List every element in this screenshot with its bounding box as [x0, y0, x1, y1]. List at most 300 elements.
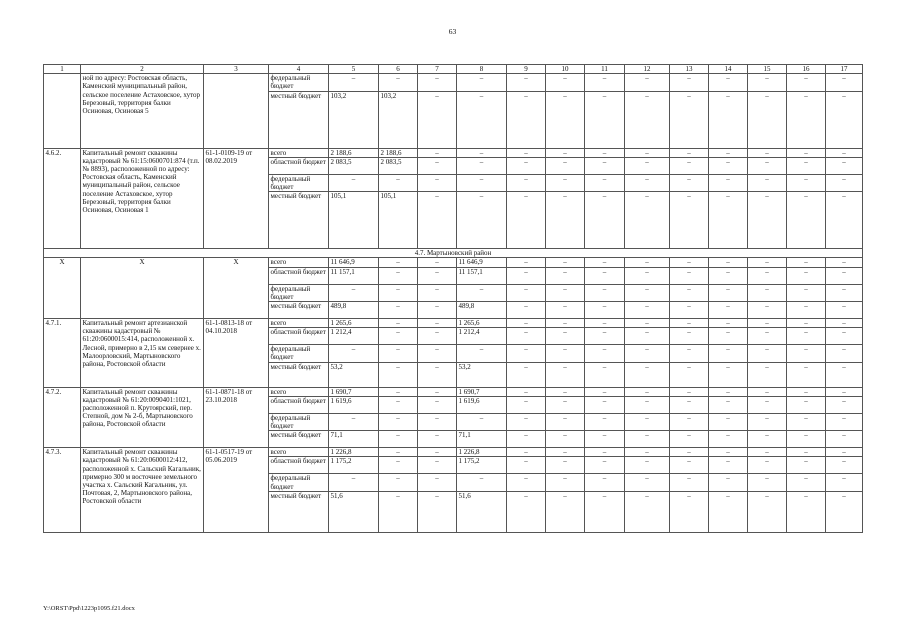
value-cell: – — [507, 157, 546, 174]
value-cell: – — [625, 157, 670, 174]
value-cell: – — [457, 157, 507, 174]
column-number: 1 — [44, 65, 81, 74]
value-cell: – — [379, 396, 418, 413]
value-cell: – — [748, 448, 787, 457]
value-cell: – — [379, 457, 418, 474]
funding-source: местный бюджет — [269, 192, 329, 249]
value-cell: – — [748, 284, 787, 301]
value-cell: – — [670, 157, 709, 174]
value-cell: – — [507, 74, 546, 91]
funding-source: местный бюджет — [269, 302, 329, 319]
value-cell: – — [625, 396, 670, 413]
value-cell: – — [709, 431, 748, 448]
value-cell: – — [329, 74, 379, 91]
value-cell: 2 188,6 — [329, 148, 379, 157]
value-cell: – — [709, 91, 748, 148]
table-row — [44, 148, 863, 157]
value-cell: – — [585, 258, 625, 267]
value-cell: – — [826, 148, 863, 157]
value-cell: – — [670, 328, 709, 345]
value-cell: – — [457, 345, 507, 362]
value-cell: – — [625, 258, 670, 267]
value-cell: – — [748, 302, 787, 319]
value-cell: – — [826, 345, 863, 362]
value-cell: – — [787, 157, 826, 174]
value-cell: – — [709, 192, 748, 249]
value-cell: – — [507, 362, 546, 387]
item-code: 4.7.2. — [44, 387, 81, 448]
value-cell: – — [748, 474, 787, 491]
column-number: 3 — [204, 65, 269, 74]
value-cell: – — [826, 387, 863, 396]
value-cell: – — [585, 74, 625, 91]
value-cell: – — [546, 431, 585, 448]
value-cell: – — [670, 319, 709, 328]
funding-source: федеральный бюджет — [269, 74, 329, 91]
value-cell: – — [418, 396, 457, 413]
value-cell: – — [507, 174, 546, 191]
value-cell: – — [748, 258, 787, 267]
value-cell: – — [418, 413, 457, 430]
value-cell: – — [625, 267, 670, 284]
value-cell: – — [670, 148, 709, 157]
value-cell: – — [826, 448, 863, 457]
value-cell: – — [507, 192, 546, 249]
value-cell: – — [457, 192, 507, 249]
value-cell: – — [787, 474, 826, 491]
value-cell: – — [748, 267, 787, 284]
value-cell: – — [787, 74, 826, 91]
value-cell: – — [546, 192, 585, 249]
value-cell: – — [625, 192, 670, 249]
value-cell: – — [507, 448, 546, 457]
value-cell: – — [546, 74, 585, 91]
value-cell: – — [826, 174, 863, 191]
item-name: Капитальный ремонт артезианской скважины кадастровый № 61:20:0600015:414, расположенной х. Лесной, примерно в 2,15 км севернее х. Малоорловский, Мартыновского района, Ростовской области — [81, 319, 204, 388]
value-cell: – — [546, 319, 585, 328]
value-cell: – — [670, 284, 709, 301]
value-cell: 53,2 — [329, 362, 379, 387]
column-number: 9 — [507, 65, 546, 74]
value-cell: – — [329, 284, 379, 301]
value-cell: – — [418, 457, 457, 474]
value-cell: – — [546, 362, 585, 387]
value-cell: – — [418, 431, 457, 448]
value-cell: – — [585, 328, 625, 345]
value-cell: – — [826, 431, 863, 448]
value-cell: – — [418, 174, 457, 191]
value-cell: – — [507, 413, 546, 430]
value-cell: 2 083,5 — [329, 157, 379, 174]
value-cell: – — [507, 345, 546, 362]
budget-table — [43, 64, 863, 533]
value-cell: – — [625, 448, 670, 457]
value-cell: – — [418, 258, 457, 267]
column-number: 6 — [379, 65, 418, 74]
value-cell: – — [826, 457, 863, 474]
value-cell: – — [585, 302, 625, 319]
value-cell: – — [546, 91, 585, 148]
value-cell: – — [546, 457, 585, 474]
value-cell: – — [787, 328, 826, 345]
value-cell: – — [670, 387, 709, 396]
funding-source: всего — [269, 448, 329, 457]
value-cell: – — [670, 302, 709, 319]
value-cell: – — [709, 474, 748, 491]
table-row — [44, 387, 863, 396]
value-cell: – — [709, 448, 748, 457]
funding-source: всего — [269, 387, 329, 396]
value-cell: – — [670, 174, 709, 191]
value-cell: – — [625, 91, 670, 148]
item-code: 4.7.3. — [44, 448, 81, 533]
value-cell: – — [826, 267, 863, 284]
table-row — [44, 258, 863, 267]
value-cell: – — [826, 192, 863, 249]
value-cell: 1 175,2 — [329, 457, 379, 474]
permit-document: 61-1-0813-18 от 04.10.2018 — [204, 319, 269, 388]
value-cell: – — [748, 345, 787, 362]
value-cell: – — [418, 74, 457, 91]
value-cell: – — [457, 284, 507, 301]
value-cell: – — [507, 491, 546, 532]
value-cell: – — [625, 174, 670, 191]
value-cell: – — [709, 413, 748, 430]
value-cell: – — [457, 413, 507, 430]
column-number: 15 — [748, 65, 787, 74]
column-number: 12 — [625, 65, 670, 74]
value-cell: – — [625, 431, 670, 448]
value-cell: – — [787, 345, 826, 362]
value-cell: – — [379, 258, 418, 267]
item-name: ной по адресу: Ростовская область, Каменский муниципальный район, сельское поселение Астаховское, хутор Березовый, территория балки Осиновая, Осиновая 5 — [81, 74, 204, 148]
column-number: 2 — [81, 65, 204, 74]
value-cell: – — [329, 174, 379, 191]
value-cell: – — [748, 157, 787, 174]
value-cell: – — [546, 328, 585, 345]
value-cell: – — [709, 457, 748, 474]
value-cell: – — [418, 192, 457, 249]
value-cell: – — [379, 362, 418, 387]
value-cell: – — [457, 91, 507, 148]
value-cell: – — [585, 157, 625, 174]
value-cell: – — [670, 491, 709, 532]
section-title: 4.7. Мартыновский район — [44, 249, 863, 258]
value-cell: – — [709, 387, 748, 396]
value-cell: – — [709, 491, 748, 532]
value-cell: – — [585, 387, 625, 396]
funding-source: всего — [269, 319, 329, 328]
value-cell: 71,1 — [329, 431, 379, 448]
value-cell: – — [748, 457, 787, 474]
value-cell: – — [379, 431, 418, 448]
value-cell: – — [748, 387, 787, 396]
value-cell: – — [379, 345, 418, 362]
value-cell: – — [379, 74, 418, 91]
value-cell: – — [585, 491, 625, 532]
value-cell: – — [625, 474, 670, 491]
value-cell: – — [418, 91, 457, 148]
value-cell: – — [379, 491, 418, 532]
value-cell: – — [670, 396, 709, 413]
column-number: 4 — [269, 65, 329, 74]
value-cell: – — [826, 319, 863, 328]
value-cell: 1 226,8 — [329, 448, 379, 457]
value-cell: 71,1 — [457, 431, 507, 448]
value-cell: – — [507, 474, 546, 491]
value-cell: – — [546, 387, 585, 396]
value-cell: – — [826, 362, 863, 387]
value-cell: – — [379, 267, 418, 284]
value-cell: – — [787, 448, 826, 457]
value-cell: – — [748, 328, 787, 345]
value-cell: – — [507, 319, 546, 328]
value-cell: – — [826, 284, 863, 301]
file-path-footer: Y:\ORST\Ppd\1223p1095.f21.docx — [43, 605, 135, 612]
value-cell: – — [546, 174, 585, 191]
value-cell: – — [585, 362, 625, 387]
value-cell: 1 212,4 — [457, 328, 507, 345]
value-cell: – — [709, 174, 748, 191]
value-cell: – — [670, 345, 709, 362]
value-cell: – — [507, 387, 546, 396]
value-cell: – — [457, 74, 507, 91]
funding-source: областной бюджет — [269, 457, 329, 474]
permit-document: 61-1-0517-19 от 05.06.2019 — [204, 448, 269, 533]
value-cell: – — [546, 148, 585, 157]
value-cell: – — [670, 457, 709, 474]
value-cell: – — [670, 192, 709, 249]
value-cell: – — [826, 491, 863, 532]
value-cell: 51,6 — [457, 491, 507, 532]
item-code — [44, 74, 81, 148]
value-cell: – — [546, 474, 585, 491]
value-cell: – — [585, 413, 625, 430]
funding-source: местный бюджет — [269, 362, 329, 387]
value-cell: – — [709, 258, 748, 267]
value-cell: – — [709, 319, 748, 328]
value-cell: – — [546, 491, 585, 532]
value-cell: – — [585, 457, 625, 474]
value-cell: – — [418, 345, 457, 362]
value-cell: – — [670, 413, 709, 430]
value-cell: – — [748, 491, 787, 532]
value-cell: – — [585, 396, 625, 413]
value-cell: 103,2 — [379, 91, 418, 148]
funding-source: федеральный бюджет — [269, 474, 329, 491]
value-cell: – — [625, 284, 670, 301]
value-cell: – — [748, 174, 787, 191]
column-number: 8 — [457, 65, 507, 74]
value-cell: – — [546, 258, 585, 267]
value-cell: – — [585, 431, 625, 448]
value-cell: – — [709, 396, 748, 413]
column-number: 14 — [709, 65, 748, 74]
funding-source: всего — [269, 148, 329, 157]
value-cell: – — [826, 157, 863, 174]
value-cell: – — [787, 267, 826, 284]
value-cell: – — [379, 319, 418, 328]
value-cell: – — [787, 302, 826, 319]
funding-source: областной бюджет — [269, 157, 329, 174]
value-cell: 2 083,5 — [379, 157, 418, 174]
value-cell: – — [709, 362, 748, 387]
value-cell: – — [625, 345, 670, 362]
value-cell: – — [546, 157, 585, 174]
value-cell: – — [787, 396, 826, 413]
value-cell: – — [418, 362, 457, 387]
value-cell: – — [625, 457, 670, 474]
value-cell: – — [546, 448, 585, 457]
value-cell: – — [418, 302, 457, 319]
funding-source: местный бюджет — [269, 431, 329, 448]
value-cell: – — [748, 431, 787, 448]
value-cell: – — [418, 284, 457, 301]
value-cell: – — [748, 192, 787, 249]
value-cell: – — [379, 302, 418, 319]
value-cell: – — [787, 319, 826, 328]
value-cell: – — [670, 362, 709, 387]
value-cell: 11 157,1 — [329, 267, 379, 284]
funding-source: всего — [269, 258, 329, 267]
value-cell: – — [748, 148, 787, 157]
value-cell: – — [625, 319, 670, 328]
item-name: Капитальный ремонт скважины кадастровый № 61:15:0600701:874 (т.п. № 8893), расположенной по адресу: Ростовская область, Каменский муниципальный район, сельское поселение Астаховское, хутор Березовый, территория балки Осиновая, Осиновая 1 — [81, 148, 204, 249]
value-cell: – — [826, 91, 863, 148]
value-cell: 1 690,7 — [329, 387, 379, 396]
value-cell: – — [625, 491, 670, 532]
value-cell: – — [709, 148, 748, 157]
table-row — [44, 319, 863, 328]
value-cell: – — [418, 448, 457, 457]
value-cell: 1 175,2 — [457, 457, 507, 474]
value-cell: – — [329, 345, 379, 362]
value-cell: 2 188,6 — [379, 148, 418, 157]
value-cell: – — [546, 302, 585, 319]
value-cell: – — [507, 258, 546, 267]
value-cell: – — [546, 413, 585, 430]
funding-source: федеральный бюджет — [269, 284, 329, 301]
value-cell: – — [826, 328, 863, 345]
value-cell: – — [418, 328, 457, 345]
page-number: 63 — [448, 27, 457, 36]
value-cell: – — [625, 362, 670, 387]
value-cell: – — [709, 267, 748, 284]
value-cell: – — [457, 474, 507, 491]
value-cell: – — [507, 267, 546, 284]
value-cell: – — [670, 448, 709, 457]
value-cell: – — [585, 174, 625, 191]
value-cell: – — [787, 192, 826, 249]
value-cell: – — [625, 328, 670, 345]
value-cell: – — [787, 457, 826, 474]
column-number: 7 — [418, 65, 457, 74]
value-cell: – — [787, 362, 826, 387]
funding-source: федеральный бюджет — [269, 174, 329, 191]
value-cell: – — [585, 192, 625, 249]
value-cell: 105,1 — [379, 192, 418, 249]
value-cell: – — [507, 284, 546, 301]
item-name: Капитальный ремонт скважины кадастровый № 61:20:0090401:1021, расположенной п. Крутоярский, пер. Степной, дом № 2-б, Мартыновского района, Ростовской области — [81, 387, 204, 448]
value-cell: – — [748, 91, 787, 148]
value-cell: – — [748, 396, 787, 413]
value-cell: 11 646,9 — [457, 258, 507, 267]
value-cell: – — [670, 74, 709, 91]
value-cell: – — [507, 302, 546, 319]
value-cell: – — [625, 387, 670, 396]
funding-source: федеральный бюджет — [269, 413, 329, 430]
value-cell: – — [787, 491, 826, 532]
value-cell: – — [585, 284, 625, 301]
value-cell: – — [379, 448, 418, 457]
item-code: Х — [44, 258, 81, 319]
column-number: 13 — [670, 65, 709, 74]
value-cell: – — [418, 148, 457, 157]
value-cell: – — [379, 413, 418, 430]
value-cell: – — [329, 413, 379, 430]
item-name: Капитальный ремонт скважины кадастровый № 61:20:0600012:412, расположенной х. Сальский Кагальник, примерно 300 м восточнее земельного участка х. Сальский Кагальник, ул. Почтовая, 2, Мартыновского района, Ростовской области — [81, 448, 204, 533]
value-cell: – — [826, 258, 863, 267]
permit-document: 61-1-0109-19 от 08.02.2019 — [204, 148, 269, 249]
value-cell: – — [625, 413, 670, 430]
value-cell: – — [748, 319, 787, 328]
permit-document: Х — [204, 258, 269, 319]
value-cell: – — [670, 267, 709, 284]
value-cell: – — [546, 345, 585, 362]
value-cell: – — [418, 387, 457, 396]
funding-source: областной бюджет — [269, 396, 329, 413]
value-cell: – — [709, 74, 748, 91]
value-cell: – — [826, 413, 863, 430]
value-cell: – — [507, 148, 546, 157]
funding-source: местный бюджет — [269, 491, 329, 532]
value-cell: 11 646,9 — [329, 258, 379, 267]
value-cell: – — [670, 474, 709, 491]
value-cell: 1 619,6 — [329, 396, 379, 413]
value-cell: – — [379, 328, 418, 345]
value-cell: – — [787, 284, 826, 301]
funding-source: местный бюджет — [269, 91, 329, 148]
value-cell: 53,2 — [457, 362, 507, 387]
value-cell: – — [670, 258, 709, 267]
value-cell: – — [585, 267, 625, 284]
value-cell: – — [379, 474, 418, 491]
value-cell: – — [709, 284, 748, 301]
value-cell: – — [507, 457, 546, 474]
value-cell: – — [709, 328, 748, 345]
item-code: 4.7.1. — [44, 319, 81, 388]
value-cell: – — [787, 387, 826, 396]
value-cell: 51,6 — [329, 491, 379, 532]
column-number-row — [44, 65, 863, 74]
funding-source: федеральный бюджет — [269, 345, 329, 362]
value-cell: – — [379, 387, 418, 396]
value-cell: 1 619,6 — [457, 396, 507, 413]
value-cell: – — [585, 148, 625, 157]
value-cell: – — [585, 474, 625, 491]
value-cell: – — [826, 302, 863, 319]
value-cell: 489,8 — [457, 302, 507, 319]
value-cell: – — [457, 174, 507, 191]
value-cell: – — [457, 148, 507, 157]
value-cell: – — [787, 431, 826, 448]
value-cell: – — [418, 267, 457, 284]
value-cell: – — [709, 345, 748, 362]
value-cell: – — [379, 284, 418, 301]
column-number: 10 — [546, 65, 585, 74]
permit-document — [204, 74, 269, 148]
value-cell: – — [546, 267, 585, 284]
